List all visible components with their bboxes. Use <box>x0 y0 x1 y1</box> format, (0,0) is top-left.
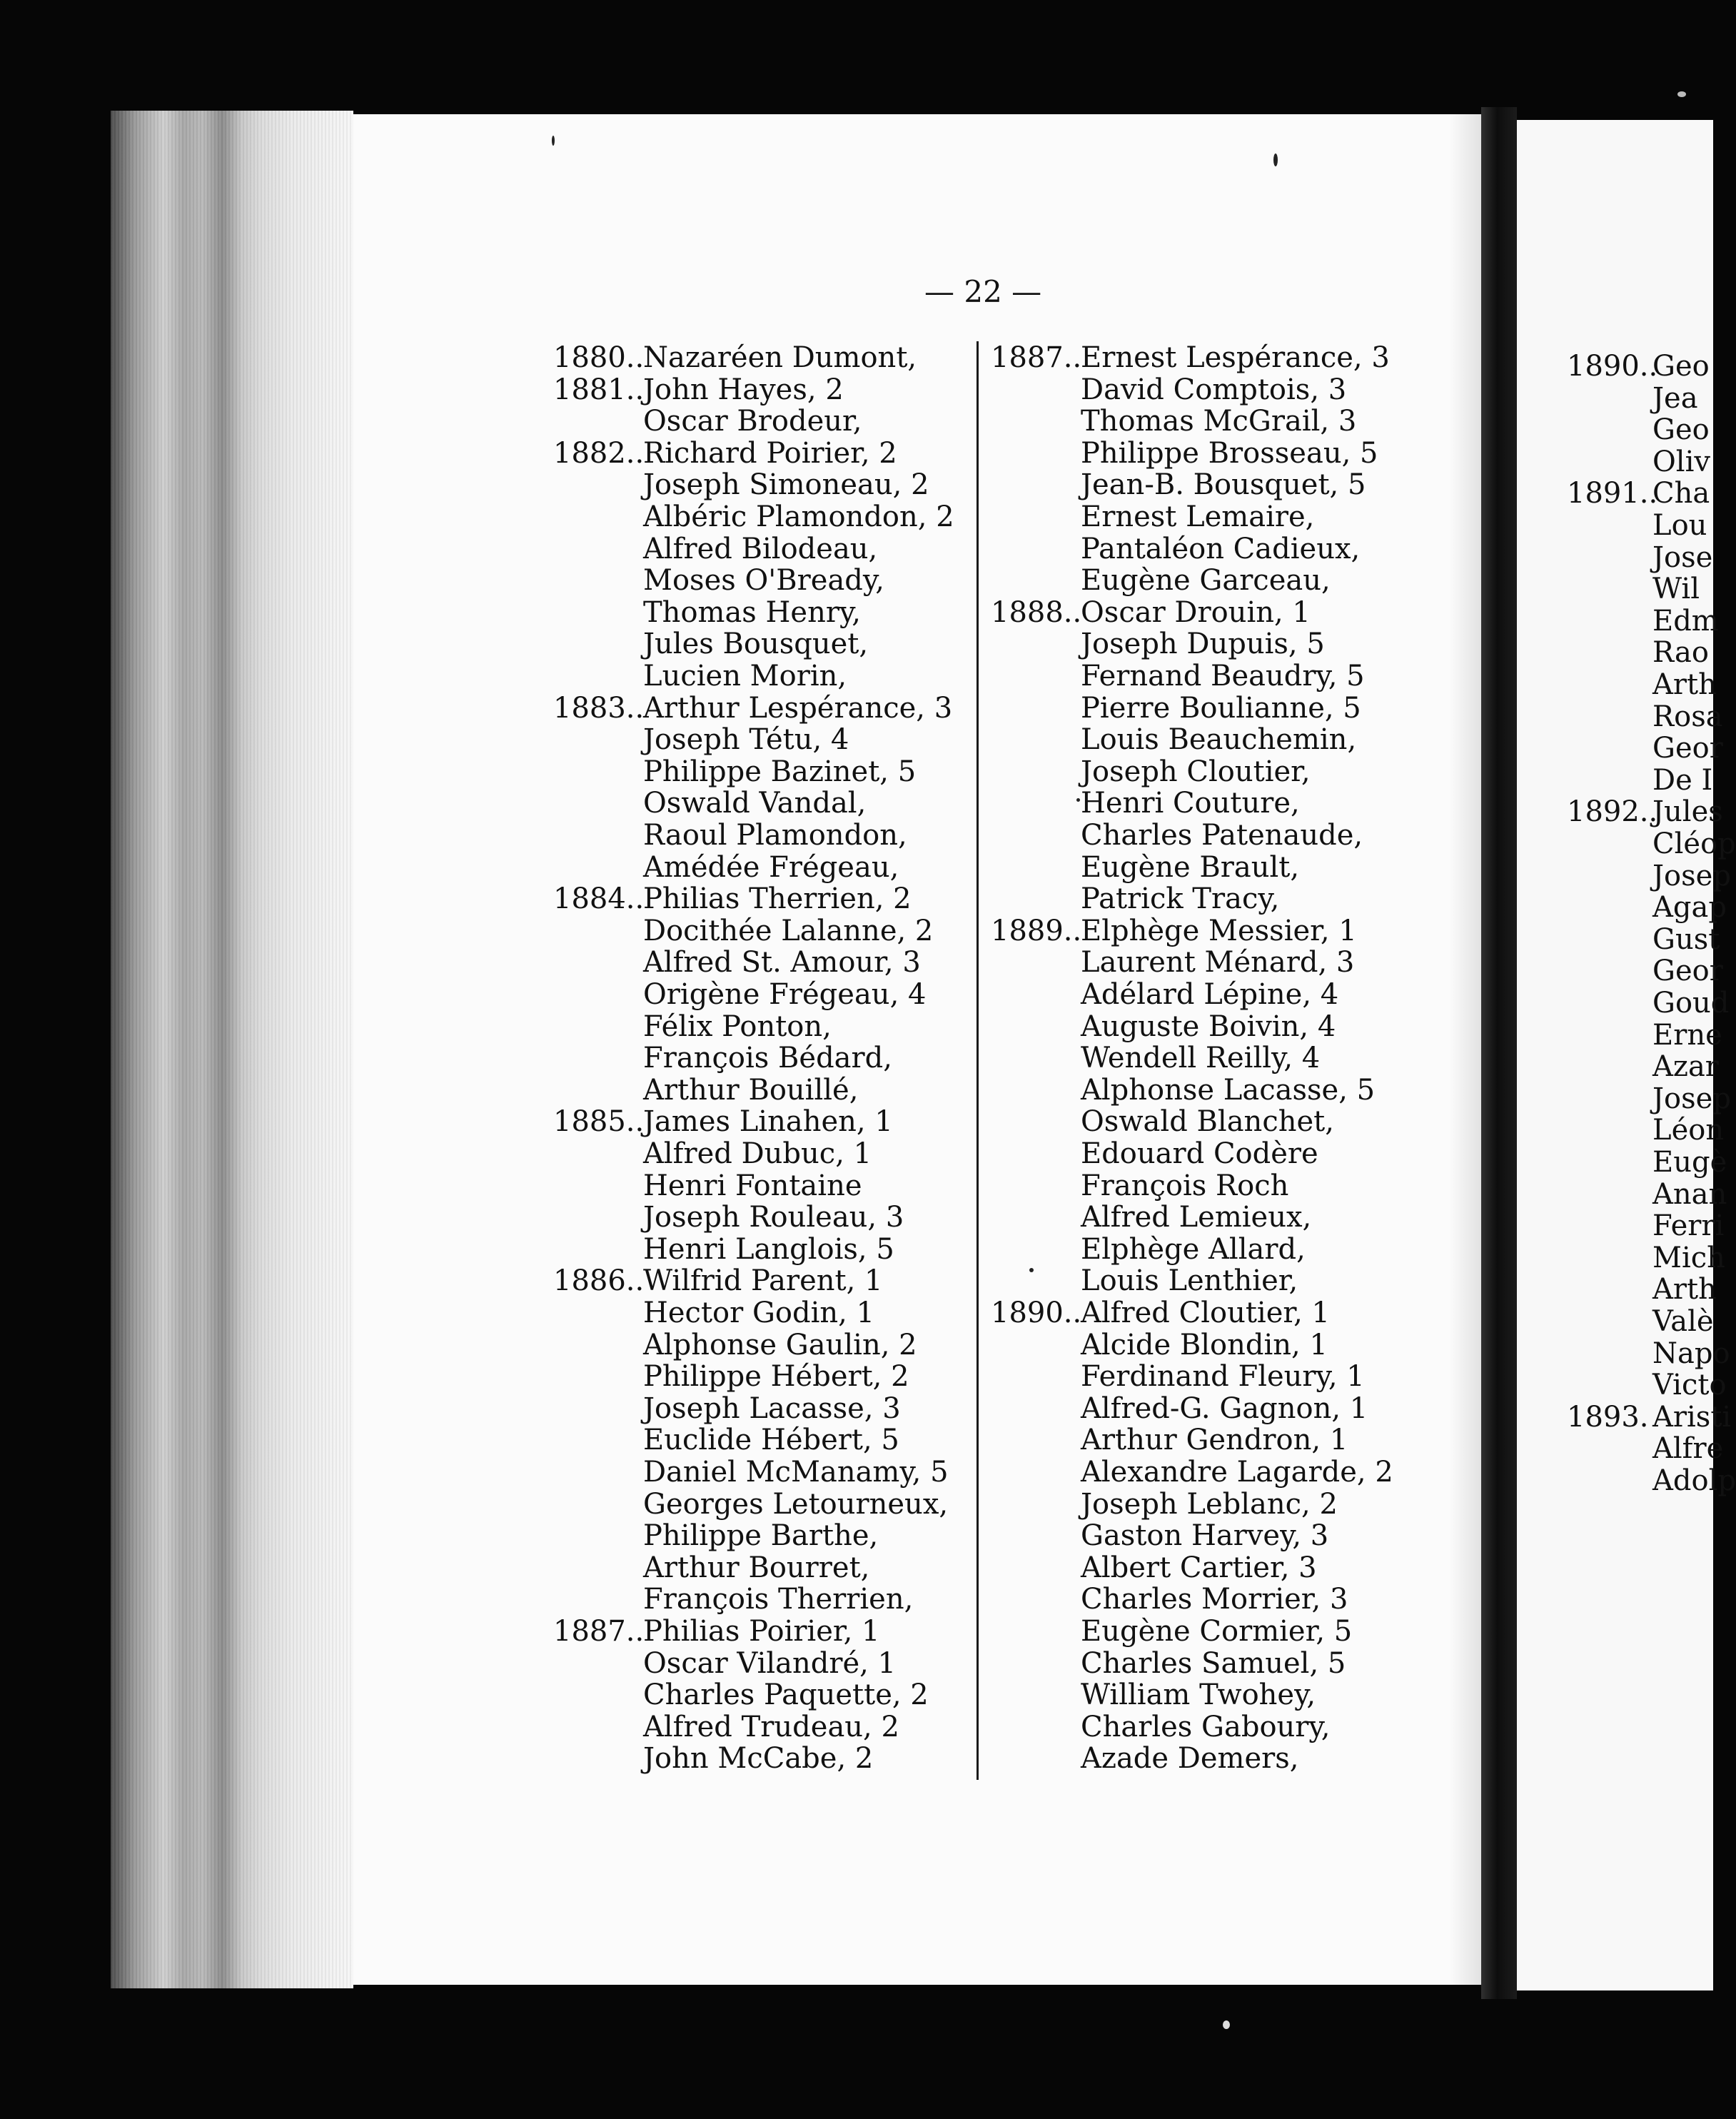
entry-name: Alcide Blondin, 1 <box>1081 1328 1328 1362</box>
entry-name: Edouard Codère <box>1081 1137 1318 1170</box>
entry-name: Geo <box>1652 413 1710 447</box>
book-gutter <box>1481 107 1517 1999</box>
list-item <box>553 1551 869 1584</box>
entry-name: Jules <box>1652 795 1723 829</box>
list-item <box>553 660 847 693</box>
entry-year: 1881.. <box>553 373 645 406</box>
list-item <box>1567 668 1717 701</box>
list-item <box>991 596 1311 629</box>
entry-year: 1888.. <box>991 595 1082 629</box>
list-item <box>553 405 862 438</box>
entry-name: Arth <box>1652 668 1717 701</box>
entry-name: Charles Samuel, 5 <box>1081 1646 1346 1680</box>
entry-name: Fernand Beaudry, 5 <box>1081 660 1365 693</box>
entry-name: Arthur Gendron, 1 <box>1081 1424 1348 1457</box>
list-item <box>553 1678 929 1711</box>
list-item <box>991 819 1363 852</box>
list-item <box>991 1201 1311 1234</box>
list-item <box>553 1360 909 1393</box>
entry-name: Elphège Allard, <box>1081 1232 1306 1266</box>
entry-name: Azade Demers, <box>1081 1742 1299 1776</box>
list-item <box>553 628 868 660</box>
entry-year: 1887.. <box>991 341 1082 374</box>
entry-name: Cléop <box>1652 827 1736 860</box>
entry-name: Alphonse Lacasse, 5 <box>1081 1073 1376 1107</box>
list-item <box>1567 446 1710 478</box>
entry-name: Ernest Lemaire, <box>1081 500 1315 533</box>
entry-name: Henri Couture, <box>1081 787 1300 820</box>
entry-name: Philippe Brosseau, 5 <box>1081 436 1378 470</box>
list-item <box>553 1424 899 1456</box>
list-item <box>1567 541 1712 574</box>
entry-year: 1893. <box>1567 1400 1649 1434</box>
list-item <box>991 437 1378 470</box>
entry-name: Joseph Dupuis, 5 <box>1081 628 1325 661</box>
entry-name: Charles Gaboury, <box>1081 1710 1331 1743</box>
list-item <box>1567 350 1710 383</box>
list-item <box>553 1042 892 1074</box>
entry-name: Adolp <box>1652 1464 1736 1497</box>
list-item <box>553 1456 949 1489</box>
entry-name: Louis Lenthier, <box>1081 1264 1298 1298</box>
list-item <box>991 1392 1368 1425</box>
entry-name: Nazaréen Dumont, <box>643 341 917 374</box>
list-item <box>553 1392 901 1425</box>
list-item <box>991 1042 1320 1074</box>
list-item <box>553 1074 858 1107</box>
entry-name: Eugène Cormier, 5 <box>1081 1615 1353 1648</box>
entry-year: 1884.. <box>553 882 645 916</box>
entry-year: 1885.. <box>553 1105 645 1139</box>
entry-name: François Therrien, <box>643 1583 914 1616</box>
scan-speck <box>1677 91 1686 97</box>
list-item <box>1567 1464 1736 1497</box>
entry-name: Elphège Messier, 1 <box>1081 914 1357 947</box>
entry-name: Henri Fontaine <box>643 1169 862 1202</box>
list-item <box>1567 1401 1731 1434</box>
list-item <box>991 405 1356 438</box>
entry-name: Joseph Simoneau, 2 <box>643 468 929 502</box>
list-item <box>991 1329 1328 1362</box>
entry-name: Josep <box>1652 1082 1731 1115</box>
entry-name: Hector Godin, 1 <box>643 1297 875 1329</box>
list-item <box>991 628 1325 660</box>
entry-name: Alfre <box>1652 1432 1724 1466</box>
entry-name: Geor <box>1652 955 1723 988</box>
list-item <box>553 533 877 565</box>
list-item <box>1567 860 1731 892</box>
entry-name: Alfred Dubuc, 1 <box>643 1137 872 1170</box>
entry-name: Jose <box>1652 540 1713 574</box>
entry-name: Laurent Ménard, 3 <box>1081 946 1355 980</box>
entry-name: De I <box>1652 763 1713 797</box>
scan-speck <box>1029 1268 1034 1272</box>
list-item <box>553 468 929 501</box>
entry-name: Amédée Frégeau, <box>643 850 899 884</box>
list-item <box>991 564 1331 597</box>
list-item <box>553 564 884 597</box>
list-item <box>991 1105 1334 1138</box>
entry-name: Charles Morrier, 3 <box>1081 1583 1348 1616</box>
list-item <box>553 1329 917 1362</box>
entry-name: Raoul Plamondon, <box>643 819 907 852</box>
list-item <box>1567 764 1712 797</box>
list-item <box>1567 413 1710 446</box>
list-item <box>553 437 897 470</box>
entry-name: Alfred Cloutier, 1 <box>1081 1297 1330 1329</box>
list-item <box>991 1297 1330 1329</box>
entry-name: Rao <box>1652 636 1709 670</box>
entry-name: Joseph Lacasse, 3 <box>643 1391 901 1425</box>
list-item <box>991 1360 1365 1393</box>
list-item <box>553 341 917 374</box>
entry-name: Albéric Plamondon, 2 <box>643 500 954 533</box>
entry-name: Aristi <box>1652 1400 1732 1434</box>
entry-name: Origène Frégeau, 4 <box>643 978 927 1011</box>
entry-name: Arth <box>1652 1273 1717 1307</box>
entry-name: Wil <box>1652 573 1700 606</box>
entry-name: Patrick Tracy, <box>1081 882 1280 916</box>
entry-name: Jules Bousquet, <box>643 628 869 661</box>
entry-name: Eugène Garceau, <box>1081 564 1331 598</box>
entry-name: Pantaléon Cadieux, <box>1081 532 1361 565</box>
list-item <box>1567 1432 1723 1465</box>
list-item <box>991 1264 1298 1297</box>
entry-year: 1886.. <box>553 1264 645 1298</box>
entry-name: Oswald Vandal, <box>643 787 867 820</box>
entry-name: Cha <box>1652 477 1710 510</box>
entry-name: Charles Paquette, 2 <box>643 1678 929 1712</box>
list-item <box>991 915 1357 947</box>
entry-year: 1887.. <box>553 1615 645 1648</box>
list-item <box>1567 605 1719 638</box>
list-item <box>1567 382 1698 415</box>
entry-name: Daniel McManamy, 5 <box>643 1456 949 1489</box>
entry-name: Félix Ponton, <box>643 1010 832 1043</box>
list-item <box>553 819 907 852</box>
list-item <box>553 1169 862 1202</box>
entry-name: François Roch <box>1081 1169 1289 1202</box>
entry-name: Thomas McGrail, 3 <box>1081 405 1357 438</box>
list-item <box>553 596 861 629</box>
scan-speck <box>1273 153 1278 166</box>
entry-name: Arthur Bouillé, <box>643 1073 859 1107</box>
entry-name: Joseph Cloutier, <box>1081 755 1311 788</box>
list-item <box>1567 1305 1714 1338</box>
entry-name: Philippe Barthe, <box>643 1519 879 1553</box>
list-item <box>991 533 1360 565</box>
list-item <box>553 882 912 915</box>
entry-name: Jea <box>1652 381 1698 415</box>
entry-name: Lucien Morin, <box>643 660 847 693</box>
entry-name: Auguste Boivin, 4 <box>1081 1010 1336 1043</box>
list-item <box>1567 1050 1719 1083</box>
entry-name: Napo <box>1652 1337 1730 1370</box>
list-item <box>553 787 866 820</box>
entry-name: Léon <box>1652 1114 1725 1147</box>
entry-name: Azar <box>1652 1050 1719 1084</box>
list-item <box>991 1615 1352 1648</box>
list-item <box>991 1742 1299 1775</box>
list-item <box>991 946 1354 979</box>
entry-name: François Bédard, <box>643 1042 892 1075</box>
entry-name: James Linahen, 1 <box>643 1105 893 1139</box>
list-item <box>553 1105 893 1138</box>
list-item <box>553 1647 896 1680</box>
list-item <box>1567 1337 1730 1370</box>
entry-year: 1890.. <box>1567 350 1658 383</box>
list-item <box>991 373 1346 406</box>
entry-name: Ferri <box>1652 1209 1725 1243</box>
entry-name: Philias Poirier, 1 <box>643 1615 880 1648</box>
list-item <box>1567 795 1723 828</box>
entry-name: Anan <box>1652 1177 1727 1211</box>
list-item <box>991 1711 1330 1743</box>
entry-name: Agap <box>1652 891 1727 925</box>
list-item <box>991 882 1279 915</box>
entry-year: 1892.. <box>1567 795 1658 829</box>
entry-name: John McCabe, 2 <box>643 1742 874 1776</box>
list-item <box>991 1010 1336 1043</box>
list-item <box>553 1615 880 1648</box>
page-edge-stack <box>111 111 353 1988</box>
entry-year: 1883.. <box>553 691 645 725</box>
entry-year: 1890.. <box>991 1297 1082 1329</box>
entry-name: Alfred St. Amour, 3 <box>643 946 921 980</box>
list-item <box>991 851 1299 884</box>
entry-name: David Comptois, 3 <box>1081 373 1347 406</box>
page-shade <box>1449 114 1481 1985</box>
entry-name: William Twohey, <box>1081 1678 1316 1712</box>
entry-name: Richard Poirier, 2 <box>643 436 897 470</box>
entry-name: Gust <box>1652 922 1720 956</box>
list-item <box>1567 1242 1725 1274</box>
list-item <box>991 1074 1375 1107</box>
list-item <box>991 1456 1393 1489</box>
list-item <box>1567 636 1709 669</box>
list-item <box>1567 700 1723 733</box>
list-item <box>553 1711 899 1743</box>
list-item <box>553 692 952 725</box>
list-item <box>1567 987 1729 1020</box>
entry-name: Mich <box>1652 1241 1725 1274</box>
entry-year: 1880.. <box>553 341 645 374</box>
entry-name: Arthur Bourret, <box>643 1551 870 1584</box>
list-item <box>553 1583 913 1616</box>
next-page-text <box>1517 120 1736 1990</box>
list-item <box>991 660 1365 693</box>
list-item <box>1567 1146 1727 1179</box>
entry-name: Henri Langlois, 5 <box>643 1232 894 1266</box>
entry-name: Alfred-G. Gagnon, 1 <box>1081 1391 1368 1425</box>
entry-year: 1889.. <box>991 914 1082 947</box>
entry-name: Erne <box>1652 1018 1722 1052</box>
entry-name: Edm <box>1652 604 1719 638</box>
list-item <box>991 787 1300 820</box>
list-item <box>991 1137 1318 1170</box>
entry-name: Adélard Lépine, 4 <box>1081 978 1339 1011</box>
entry-name: Wendell Reilly, 4 <box>1081 1042 1321 1075</box>
entry-name: Wilfrid Parent, 1 <box>643 1264 883 1298</box>
entry-name: Arthur Lespérance, 3 <box>643 691 953 725</box>
entry-name: Eugène Brault, <box>1081 850 1300 884</box>
entry-year: 1891.. <box>1567 477 1658 510</box>
entry-name: Valè <box>1652 1305 1714 1338</box>
list-item <box>1567 1369 1727 1401</box>
list-item <box>1567 891 1727 924</box>
list-item <box>991 1583 1348 1616</box>
entry-name: Eugè <box>1652 1146 1727 1179</box>
list-item <box>1567 1178 1727 1211</box>
list-item <box>991 1519 1328 1552</box>
list-item <box>1567 1082 1731 1115</box>
list-item <box>991 1169 1288 1202</box>
list-item <box>1567 732 1723 765</box>
list-item <box>553 373 844 406</box>
entry-name: Oswald Blanchet, <box>1081 1105 1334 1139</box>
entry-name: Pierre Boulianne, 5 <box>1081 691 1361 725</box>
entry-name: Alfred Trudeau, 2 <box>643 1710 899 1743</box>
list-item <box>553 1010 832 1043</box>
list-item <box>553 946 921 979</box>
list-item <box>553 1488 948 1521</box>
list-item <box>553 851 899 884</box>
entry-name: Victo <box>1652 1369 1727 1402</box>
entry-name: Charles Patenaude, <box>1081 819 1363 852</box>
entry-name: Ferdinand Fleury, 1 <box>1081 1360 1365 1394</box>
entry-name: Geo <box>1652 350 1710 383</box>
list-item <box>553 915 933 947</box>
list-item <box>991 1647 1346 1680</box>
list-item <box>991 1678 1316 1711</box>
scan-speck <box>1223 2020 1230 2029</box>
entry-name: Georges Letourneux, <box>643 1487 949 1521</box>
entry-name: Joseph Tétu, 4 <box>643 723 849 757</box>
list-item <box>1567 1273 1717 1306</box>
list-item <box>991 468 1366 501</box>
entry-name: Joseph Leblanc, 2 <box>1081 1487 1338 1521</box>
list-item <box>1567 955 1723 987</box>
entry-name: Lou <box>1652 509 1707 542</box>
page-number: — 22 — <box>924 274 1042 309</box>
list-item <box>1567 827 1736 860</box>
list-item <box>1567 1114 1724 1147</box>
entry-name: Geor <box>1652 732 1723 765</box>
entry-name: Oliv <box>1652 445 1710 478</box>
list-item <box>1567 509 1707 542</box>
list-item <box>1567 477 1710 510</box>
list-item <box>553 1297 874 1329</box>
entry-name: Oscar Drouin, 1 <box>1081 595 1311 629</box>
entry-name: John Hayes, 2 <box>643 373 844 406</box>
entry-name: Gaston Harvey, 3 <box>1081 1519 1329 1553</box>
entry-name: Philias Therrien, 2 <box>643 882 912 916</box>
entry-name: Goud <box>1652 987 1730 1020</box>
entry-name: Moses O'Bready, <box>643 564 884 598</box>
entry-name: Louis Beauchemin, <box>1081 723 1357 757</box>
list-item <box>553 1264 883 1297</box>
entry-name: Alfred Lemieux, <box>1081 1201 1312 1234</box>
list-item <box>553 1233 894 1266</box>
list-item <box>1567 1019 1722 1052</box>
entry-name: Albert Cartier, 3 <box>1081 1551 1317 1584</box>
entry-name: Thomas Henry, <box>643 595 861 629</box>
entry-name: Alfred Bilodeau, <box>643 532 878 565</box>
list-item <box>553 1519 878 1552</box>
list-item <box>991 1551 1317 1584</box>
entry-name: Alphonse Gaulin, 2 <box>643 1328 917 1362</box>
list-item <box>991 341 1390 374</box>
entry-name: Jean-B. Bousquet, 5 <box>1081 468 1366 502</box>
list-item <box>991 1488 1338 1521</box>
list-item <box>991 692 1361 725</box>
list-item <box>553 723 849 756</box>
entry-name: Euclide Hébert, 5 <box>643 1424 899 1457</box>
entry-name: Philippe Hébert, 2 <box>643 1360 909 1394</box>
list-item <box>991 1233 1306 1266</box>
list-item <box>991 500 1314 533</box>
entry-name: Alexandre Lagarde, 2 <box>1081 1456 1393 1489</box>
entry-name: Oscar Brodeur, <box>643 405 862 438</box>
list-item <box>1567 1209 1724 1242</box>
list-item <box>553 1137 872 1170</box>
column-divider <box>976 341 979 1780</box>
entry-name: Joseph Rouleau, 3 <box>643 1201 904 1234</box>
list-item <box>991 1424 1348 1456</box>
list-item <box>553 500 954 533</box>
list-item <box>991 723 1356 756</box>
entry-name: Oscar Vilandré, 1 <box>643 1646 897 1680</box>
list-item <box>991 755 1311 788</box>
entry-name: Docithée Lalanne, 2 <box>643 914 934 947</box>
list-item <box>553 1742 873 1775</box>
entry-name: Philippe Bazinet, 5 <box>643 755 917 788</box>
scan-speck <box>552 136 555 146</box>
list-item <box>991 978 1338 1011</box>
list-item <box>1567 923 1720 956</box>
entry-name: Ernest Lespérance, 3 <box>1081 341 1390 374</box>
entry-name: Rosa <box>1652 700 1723 733</box>
list-item <box>553 755 916 788</box>
list-item <box>553 1201 904 1234</box>
list-item <box>553 978 926 1011</box>
scan-speck <box>1076 798 1080 802</box>
list-item <box>1567 573 1700 605</box>
entry-year: 1882.. <box>553 436 645 470</box>
entry-name: Josep <box>1652 859 1731 892</box>
